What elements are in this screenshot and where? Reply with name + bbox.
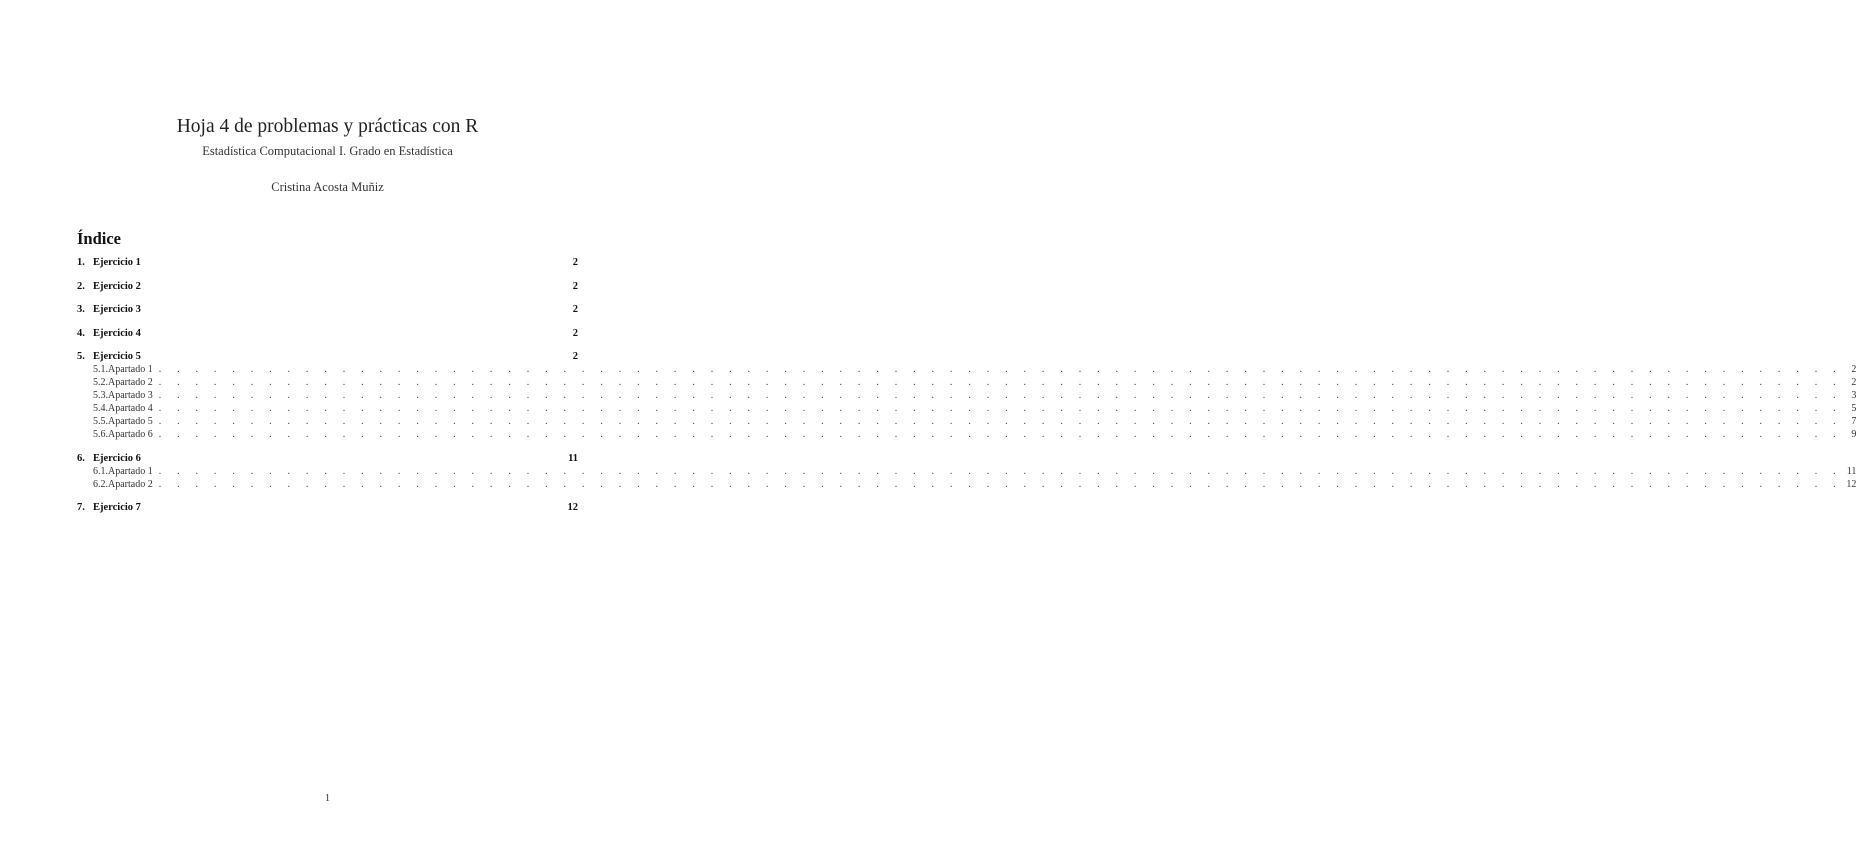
toc-dot-leader: . . . . . . . . . . . . . . . . . . . . . . . . . . . . . . . . . . . . . . . . . . . . . . . . . . . . . . . . . . . . . . . . . . . . . . . . . . . . . . . . . . . . . . . . . . . .	[158, 429, 1843, 440]
toc-entry-number: 4.	[77, 327, 85, 339]
toc-entry-page: 12	[567, 502, 578, 513]
toc-entry-label: Ejercicio 5	[93, 351, 141, 362]
toc-subentry-page: 2	[1851, 364, 1856, 375]
toc-subentry-page: 2	[1851, 377, 1856, 388]
toc-entry[interactable]	[77, 452, 578, 465]
toc-subentry-label: Apartado 2	[108, 478, 153, 490]
toc-entry-label: Ejercicio 1	[93, 257, 141, 268]
toc-entry-number: 7.	[77, 502, 85, 513]
toc-subentry[interactable]	[77, 415, 1856, 428]
toc-entry-page: 2	[572, 280, 578, 292]
toc-entry-label: Ejercicio 3	[93, 304, 141, 315]
toc-dot-leader: . . . . . . . . . . . . . . . . . . . . . . . . . . . . . . . . . . . . . . . . . . . . . . . . . . . . . . . . . . . . . . . . . . . . . . . . . . . . . . . . . . . . . . . . . . . .	[158, 390, 1843, 401]
toc-entry[interactable]	[77, 303, 578, 316]
toc-entry-label: Ejercicio 4	[93, 327, 141, 339]
toc-entry-page: 2	[572, 257, 578, 268]
toc-subentry-page: 9	[1851, 429, 1856, 440]
toc-entry[interactable]	[77, 256, 578, 269]
toc-subentry-number: 6.2.	[93, 478, 108, 490]
toc-subentry-page: 3	[1851, 390, 1856, 401]
toc-entry[interactable]	[77, 327, 578, 340]
toc-entry[interactable]	[77, 501, 578, 514]
toc-entry-label: Ejercicio 2	[93, 280, 141, 292]
toc-subentry-label: Apartado 1	[108, 465, 153, 477]
toc-subentry-label: Apartado 4	[108, 403, 153, 414]
toc-subentry[interactable]	[77, 478, 1856, 491]
toc-subentry[interactable]	[77, 363, 1856, 376]
toc-entry-label: Ejercicio 6	[93, 452, 141, 464]
toc-subentry[interactable]	[77, 402, 1856, 415]
toc-subentry-number: 5.4.	[93, 403, 108, 414]
toc-entry-number: 2.	[77, 280, 85, 292]
toc-heading: Índice	[77, 229, 122, 248]
toc-entry-number: 3.	[77, 304, 85, 315]
toc-dot-leader: . . . . . . . . . . . . . . . . . . . . . . . . . . . . . . . . . . . . . . . . . . . . . . . . . . . . . . . . . . . . . . . . . . . . . . . . . . . . . . . . . . . . . . . . . . . .	[158, 377, 1843, 388]
document-subtitle: Estadística Computacional I. Grado en Estadística	[202, 144, 453, 158]
toc-entry-page: 2	[572, 351, 578, 362]
table-of-contents	[77, 256, 1856, 514]
toc-dot-leader: . . . . . . . . . . . . . . . . . . . . . . . . . . . . . . . . . . . . . . . . . . . . . . . . . . . . . . . . . . . . . . . . . . . . . . . . . . . . . . . . . . . . . . . . . . . .	[158, 416, 1843, 427]
toc-subentry[interactable]	[77, 428, 1856, 441]
toc-subentry-label: Apartado 2	[108, 377, 153, 388]
toc-dot-leader: . . . . . . . . . . . . . . . . . . . . . . . . . . . . . . . . . . . . . . . . . . . . . . . . . . . . . . . . . . . . . . . . . . . . . . . . . . . . . . . . . . . . . . . . . . . .	[158, 364, 1843, 375]
toc-subentry[interactable]	[77, 376, 1856, 389]
toc-entry-number: 1.	[77, 257, 85, 268]
document-author: Cristina Acosta Muñiz	[271, 180, 384, 194]
toc-dot-leader: . . . . . . . . . . . . . . . . . . . . . . . . . . . . . . . . . . . . . . . . . . . . . . . . . . . . . . . . . . . . . . . . . . . . . . . . . . . . . . . . . . . . . . . . . . . .	[158, 403, 1843, 414]
toc-entry-page: 2	[572, 327, 578, 339]
toc-subentry[interactable]	[77, 389, 1856, 402]
toc-subentry-number: 6.1.	[93, 465, 108, 477]
toc-entry[interactable]	[77, 350, 578, 363]
toc-subentry-label: Apartado 6	[108, 429, 153, 440]
toc-subentry-number: 5.2.	[93, 377, 108, 388]
toc-entry-number: 6.	[77, 452, 85, 464]
toc-subentry-label: Apartado 1	[108, 364, 153, 375]
page-number: 1	[324, 793, 331, 804]
toc-subentry-page: 12	[1846, 478, 1856, 490]
toc-subentry[interactable]	[77, 465, 1856, 478]
toc-dot-leader: . . . . . . . . . . . . . . . . . . . . . . . . . . . . . . . . . . . . . . . . . . . . . . . . . . . . . . . . . . . . . . . . . . . . . . . . . . . . . . . . . . . . . . . . . . . .	[158, 465, 1843, 477]
toc-entry-number: 5.	[77, 351, 85, 362]
toc-subentry-number: 5.3.	[93, 390, 108, 401]
toc-entry-page: 2	[572, 304, 578, 315]
toc-subentry-page: 11	[1846, 465, 1856, 477]
toc-entry-page: 11	[568, 452, 578, 464]
toc-subentry-label: Apartado 3	[108, 390, 153, 401]
document-title: Hoja 4 de problemas y prácticas con R	[176, 116, 479, 137]
toc-subentry-number: 5.6.	[93, 429, 108, 440]
toc-subentry-page: 7	[1851, 416, 1856, 427]
toc-dot-leader: . . . . . . . . . . . . . . . . . . . . . . . . . . . . . . . . . . . . . . . . . . . . . . . . . . . . . . . . . . . . . . . . . . . . . . . . . . . . . . . . . . . . . . . . . . . .	[158, 478, 1843, 490]
toc-subentry-number: 5.5.	[93, 416, 108, 427]
toc-subentry-number: 5.1.	[93, 364, 108, 375]
toc-entry[interactable]	[77, 280, 578, 293]
toc-subentry-label: Apartado 5	[108, 416, 153, 427]
toc-entry-label: Ejercicio 7	[93, 502, 141, 513]
toc-subentry-page: 5	[1851, 403, 1856, 414]
